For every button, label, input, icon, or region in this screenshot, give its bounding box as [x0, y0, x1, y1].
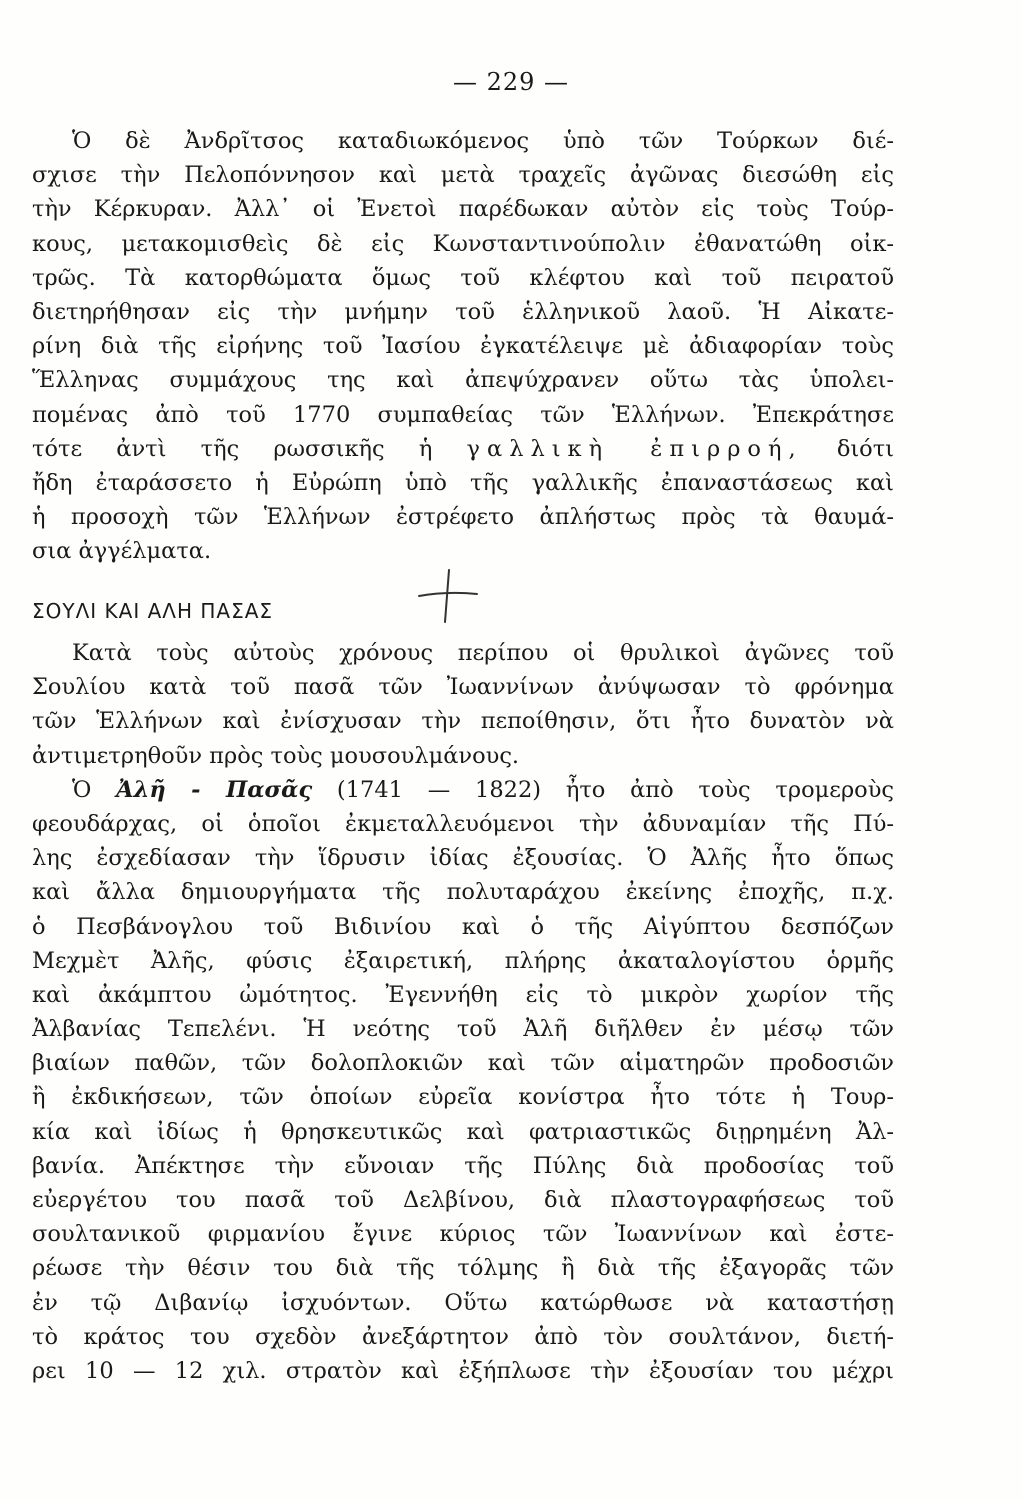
text-fragment: διότι — [802, 435, 894, 462]
text-line: διετηρήθησαν εἰς τὴν μνήμην τοῦ ἑλληνικοῦ λαοῦ. Ἡ Αἰκατε- — [32, 298, 894, 325]
text-line: ἤδη ἐταράσσετο ἡ Εὐρώπη ὑπὸ τῆς γαλλικῆς ἐπαναστάσεως καὶ — [32, 469, 894, 496]
text-line: βιαίων παθῶν, τῶν δολοπλοκιῶν καὶ τῶν αἱματηρῶν προδοσιῶν — [32, 1050, 894, 1077]
text-line: ρίνη διὰ τῆς εἰρήνης τοῦ Ἰασίου ἐγκατέλειψε μὲ ἀδιαφορίαν τοὺς — [32, 333, 894, 360]
text-line: τρῶς. Τὰ κατορθώματα ὅμως τοῦ κλέφτου καὶ τοῦ πειρατοῦ — [32, 264, 894, 291]
text-line: τῶν Ἑλλήνων καὶ ἐνίσχυσαν τὴν πεποίθησιν, ὅτι ἦτο δυνατὸν νὰ — [32, 708, 894, 735]
text-line: βανία. Ἀπέκτησε τὴν εὔνοιαν τῆς Πύλης διὰ προδοσίας τοῦ — [32, 1152, 894, 1179]
text-fragment: Ὁ — [72, 776, 117, 803]
text-fragment: (1741 — 1822) ἦτο ἀπὸ τοὺς τρομεροὺς — [312, 776, 894, 803]
text-line: Σουλίου κατὰ τοῦ πασᾶ τῶν Ἰωαννίνων ἀνύψωσαν τὸ φρόνημα — [32, 674, 894, 701]
text-line: ἡ προσοχὴ τῶν Ἑλλήνων ἐστρέφετο ἀπλήστως πρὸς τὰ θαυμά- — [32, 504, 894, 531]
text-line: ἐν τῷ Διβανίῳ ἰσχυόντων. Οὕτω κατώρθωσε νὰ καταστήσῃ — [32, 1289, 894, 1316]
text-line: κία καὶ ἰδίως ἡ θρησκευτικῶς καὶ φατριαστικῶς διῃρημένη Ἀλ- — [32, 1118, 894, 1145]
text-line: ρει 10 — 12 χιλ. στρατὸν καὶ ἐξήπλωσε τὴν ἐξουσίαν του μέχρι — [32, 1357, 894, 1384]
text-line-spaced — [32, 432, 894, 466]
text-line: φεουδάρχας, οἱ ὁποῖοι ἐκμεταλλευόμενοι τὴν ἀδυναμίαν τῆς Πύ- — [32, 810, 894, 837]
text-line: εὐεργέτου του πασᾶ τοῦ Δελβίνου, διὰ πλαστογραφήσεως τοῦ — [32, 1187, 894, 1213]
section-heading: ΣΟΥΛΙ ΚΑΙ ΑΛΗ ΠΑΣΑΣ — [32, 599, 274, 623]
text-line: Ὁ δὲ Ἀνδρῖτσος καταδιωκόμενος ὑπὸ τῶν Τούρκων διέ- — [72, 128, 894, 154]
main-text — [32, 636, 894, 1388]
section-heading-row — [32, 594, 532, 628]
text-fragment: τότε ἀντὶ τῆς ρωσσικῆς ἡ — [32, 435, 467, 462]
text-line: σχισε τὴν Πελοπόννησον καὶ μετὰ τραχεῖς ἀγῶνας διεσώθη εἰς — [32, 162, 894, 189]
handwritten-cross-mark — [397, 564, 497, 634]
paragraph-andritsos — [32, 124, 894, 568]
text-line: τὸ κράτος του σχεδὸν ἀνεξάρτητον ἀπὸ τὸν σουλτάνον, διετή- — [32, 1323, 894, 1350]
text-line: Ἀλβανίας Τεπελένι. Ἡ νεότης τοῦ Ἀλῆ διῆλθεν ἐν μέσῳ τῶν — [32, 1016, 894, 1043]
text-line: πομένας ἀπὸ τοῦ 1770 συμπαθείας τῶν Ἑλλήνων. Ἐπεκράτησε — [32, 401, 894, 428]
text-line: καὶ ἄλλα δημιουργήματα τῆς πολυταράχου ἐκείνης ἐποχῆς, π.χ. — [32, 879, 894, 906]
text-line: τὴν Κέρκυραν. Ἀλλ᾽ οἱ Ἐνετοὶ παρέδωκαν αὐτὸν εἰς τοὺς Τούρ- — [32, 196, 894, 223]
text-line: κους, μετακομισθεὶς δὲ εἰς Κωνσταντινούπολιν ἐθανατώθη οἰκ- — [32, 230, 894, 257]
text-line: καὶ ἀκάμπτου ὠμότητος. Ἐγεννήθη εἰς τὸ μικρὸν χωρίον τῆς — [32, 981, 894, 1008]
page-number: — 229 — — [452, 68, 570, 96]
text-line: Κατὰ τοὺς αὐτοὺς χρόνους περίπου οἱ θρυλικοὶ ἀγῶνες τοῦ — [72, 640, 894, 666]
text-line: ὁ Πεσβάνογλου τοῦ Βιδινίου καὶ ὁ τῆς Αἰγύπτου δεσπόζων — [32, 913, 894, 940]
text-line: σια ἀγγέλματα. — [32, 538, 212, 565]
text-line: Ἕλληνας συμμάχους της καὶ ἀπεψύχρανεν οὕτω τὰς ὑπολει- — [32, 367, 894, 394]
text-line-name — [32, 773, 894, 807]
text-line: λης ἐσχεδίασαν τὴν ἵδρυσιν ἰδίας ἐξουσίας. Ὁ Ἀλῆς ἦτο ὅπως — [32, 845, 894, 872]
text-line: Μεχμὲτ Ἀλῆς, φύσις ἐξαιρετική, πλήρης ἀκαταλογίστου ὁρμῆς — [32, 947, 894, 974]
spaced-emphasis: γαλλικὴ ἐπιρροή, — [466, 435, 803, 462]
text-line: ἢ ἐκδικήσεων, τῶν ὁποίων εὐρεῖα κονίστρα ἦτο τότε ἡ Τουρ- — [32, 1084, 894, 1111]
emphasized-name: Ἀλῆ - Πασᾶς — [116, 776, 313, 803]
text-line: σουλτανικοῦ φιρμανίου ἔγινε κύριος τῶν Ἰωαννίνων καὶ ἐστε- — [32, 1221, 894, 1248]
text-line: ἀντιμετρηθοῦν πρὸς τοὺς μουσουλμάνους. — [32, 742, 520, 769]
text-line: ρέωσε τὴν θέσιν του διὰ τῆς τόλμης ἢ διὰ τῆς ἐξαγορᾶς τῶν — [32, 1255, 894, 1282]
